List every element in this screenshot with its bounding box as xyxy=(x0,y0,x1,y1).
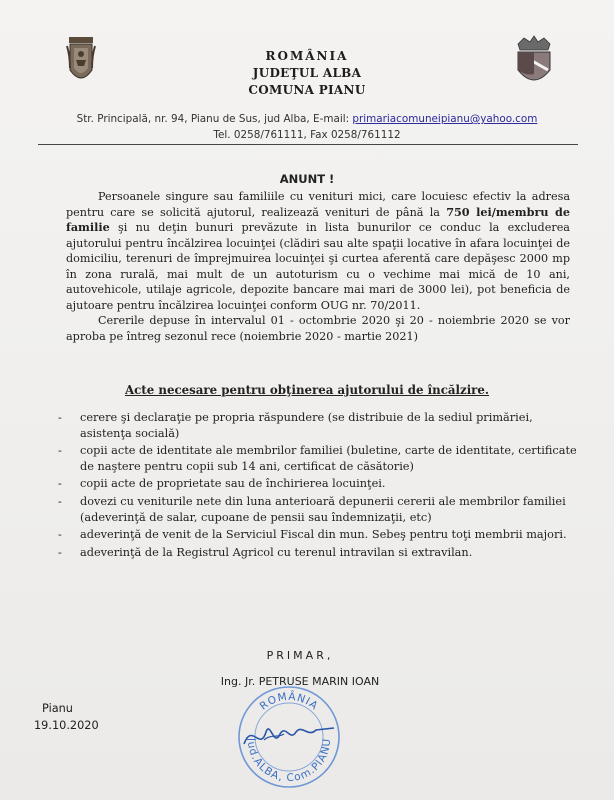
official-stamp-icon xyxy=(234,682,344,792)
email-link[interactable]: primariacomuneipianu@yahoo.com xyxy=(352,113,538,125)
institution-header xyxy=(150,48,464,99)
income-threshold: 750 lei/membru de familie xyxy=(66,204,570,234)
county-name: JUDEŢUL ALBA xyxy=(252,66,362,80)
commune-coat-of-arms-icon xyxy=(512,34,556,92)
requirements-heading: Acte necesare pentru obţinerea ajutorului de încălzire. xyxy=(124,383,490,397)
contact-info xyxy=(20,111,594,143)
list-item: - dovezi cu veniturile nete din luna anterioară depunerii cererii ale membrilor familiei (adeverinţă de salar, cupoane de pensii sau îndemnizaţii, etc) xyxy=(58,494,566,524)
romania-coat-of-arms-icon xyxy=(66,34,96,92)
stamp-top-text: ROMÂNIA xyxy=(257,690,321,713)
list-item: - copii acte de proprietate sau de închirierea locuinţei. xyxy=(58,477,386,491)
list-item: - adeverinţă de venit de la Serviciul Fiscal din mun. Sebeş pentru toţi membrii majori. xyxy=(58,528,567,542)
handwritten-signature xyxy=(244,728,334,744)
phone-fax-text: Tel. 0258/761111, Fax 0258/761112 xyxy=(213,129,401,141)
notice-title: ANUNT ! xyxy=(279,172,335,186)
signatory-name: Ing. Jr. PETRUSE MARIN IOAN xyxy=(220,675,380,688)
commune-name: COMUNA PIANU xyxy=(248,83,366,97)
place-date xyxy=(34,700,99,734)
date-text: 19.10.2020 xyxy=(34,719,99,732)
notice-paragraph-1: Persoanele singure sau familiile cu venituri mici, care locuiesc efectiv la adresa pentru care se solicită ajutorul, realizează venituri de până la 750 lei/membru de familie şi nu deţin bunuri prevăzute in lista bunurilor ce conduc la excluderea ajutorului pentru încălzirea locuinţei (clădiri sau alte spaţii locative în afara locuinţei de domiciliu, terenuri de împrejmuirea locuinţei şi curtea aferentă care depăşesc 2000 mp în zona rurală, mai mult de un autoturism cu o vechime mai mică de 10 ani, autovehicole, utilaje agricole, depozite bancare mai mari de 3000 lei), pot beneficia de ajutoare pentru încălzirea locuinţei conform OUG nr. 70/2011. xyxy=(66,190,570,312)
list-item: - copii acte de identitate ale membrilor familiei (buletine, carte de identitate, certificate de naştere pentru copii sub 14 ani, certificat de căsătorie) xyxy=(58,444,577,473)
notice-body xyxy=(66,189,570,344)
list-item: - cerere şi declaraţie pe propria răspundere (se distribuie de la sediul primăriei, asistenţa socială) xyxy=(58,411,533,440)
header-divider xyxy=(38,144,578,145)
signatory-title: PRIMAR, xyxy=(266,649,334,662)
country-name: ROMÂNIA xyxy=(265,49,349,63)
address-text: Str. Principală, nr. 94, Pianu de Sus, jud Alba, E-mail: xyxy=(76,113,350,125)
notice-paragraph-2: Cererile depuse în intervalul 01 - octombrie 2020 şi 20 - noiembrie 2020 se vor aproba pe întreg sezonul rece (noiembrie 2020 - martie 2021) xyxy=(66,314,570,343)
stamp-bottom-text: Jud.ALBA, Com.PIANU xyxy=(244,737,334,785)
place-text: Pianu xyxy=(42,702,73,715)
requirements-list xyxy=(50,410,580,562)
list-item: - adeverinţă de la Registrul Agricol cu terenul intravilan si extravilan. xyxy=(58,545,473,559)
